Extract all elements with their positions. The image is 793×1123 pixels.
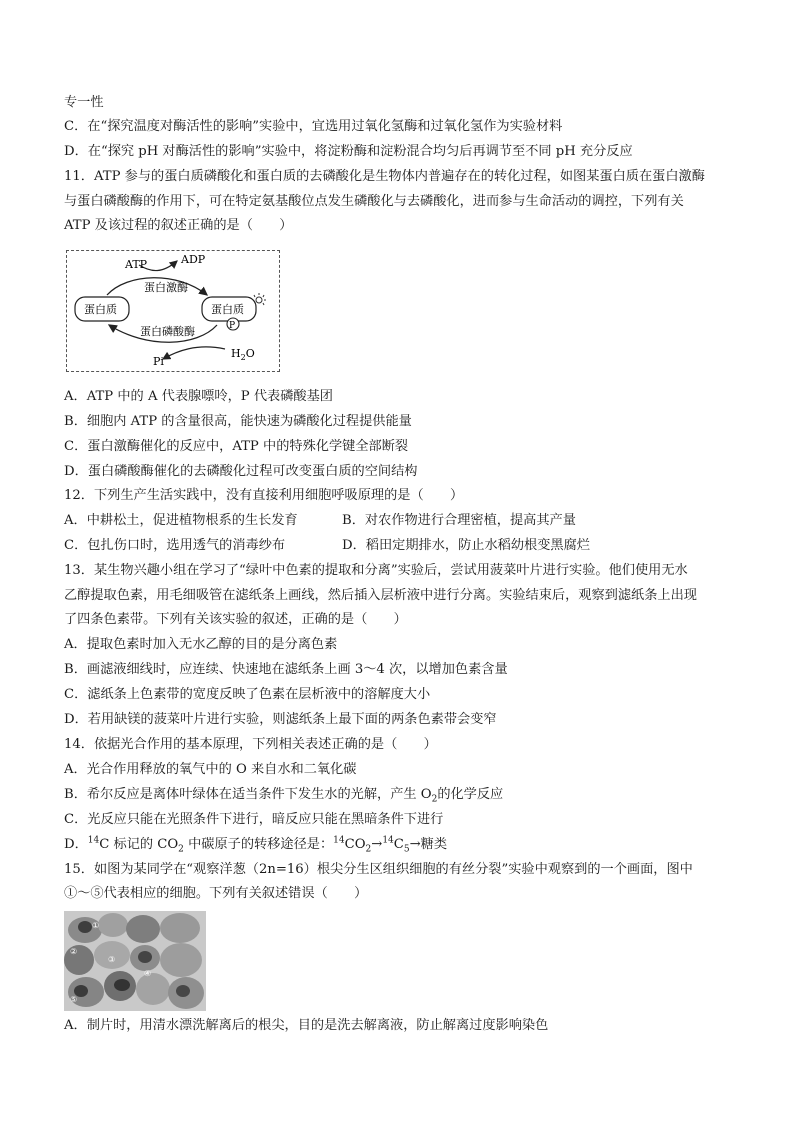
q13-option-c: C．滤纸条上色素带的宽度反映了色素在层析液中的溶解度大小 [64, 687, 431, 702]
q11-stem-line-3: ATP 及该过程的叙述正确的是（ ） [64, 218, 293, 233]
q12-stem: 12．下列生产生活实践中，没有直接利用细胞呼吸原理的是（ ） [64, 488, 464, 503]
micrograph-image [64, 911, 206, 1011]
protein-right-label: 蛋白质 [211, 303, 244, 316]
q10-option-c: C．在“探究温度对酶活性的影响”实验中，宜选用过氧化氢酶和过氧化氢作为实验材料 [64, 119, 563, 134]
protein-left-label: 蛋白质 [84, 303, 117, 316]
phosphatase-label: 蛋白磷酸酶 [140, 325, 195, 338]
q14-option-b: B．希尔反应是离体叶绿体在适当条件下发生水的光解，产生 $O_2$的化学反应 [64, 787, 504, 805]
q14-option-c: C．光反应只能在光照条件下进行，暗反应只能在黑暗条件下进行 [64, 812, 444, 827]
q13-stem-line-2: 乙醇提取色素，用毛细吸管在滤纸条上画线，然后插入层析液中进行分离。实验结束后，观察到滤纸条上出现 [64, 588, 697, 603]
h2o-pi-arrow [163, 347, 225, 359]
q15-stem-line-2: ①～⑤代表相应的细胞。下列有关叙述错误（ ） [64, 886, 368, 901]
q11-option-a: A．ATP 中的 A 代表腺嘌呤，P 代表磷酸基团 [64, 389, 333, 404]
q13-stem-line-1: 13．某生物兴趣小组在学习了“绿叶中色素的提取和分离”实验后，尝试用菠菜叶片进行实验。他们使用无水 [64, 563, 688, 578]
atp-label: ATP [125, 258, 148, 271]
q11-option-d: D．蛋白磷酸酶催化的去磷酸化过程可改变蛋白质的空间结构 [64, 464, 418, 479]
cell-label-1: ① [92, 921, 100, 930]
text-line: 专一性 [64, 95, 104, 110]
q14-stem: 14．依据光合作用的基本原理，下列相关表述正确的是（ ） [64, 737, 437, 752]
diagram-svg [67, 251, 281, 373]
q13-option-d: D．若用缺镁的菠菜叶片进行实验，则滤纸条上最下面的两条色素带会变窄 [64, 712, 497, 727]
kinase-label: 蛋白激酶 [144, 281, 188, 294]
q14-option-a: A．光合作用释放的氧气中的 O 来自水和二氧化碳 [64, 762, 357, 777]
q12-option-b: B．对农作物进行合理密植，提高其产量 [342, 513, 576, 528]
q15-stem-line-1: 15．如图为某同学在“观察洋葱（2n=16）根尖分生区组织细胞的有丝分裂”实验中观察到的一个画面，图中 [64, 862, 693, 877]
q12-option-d: D．稻田定期排水，防止水稻幼根变黑腐烂 [342, 538, 590, 553]
phosphorylation-diagram [66, 250, 280, 372]
cell-label-2: ② [70, 947, 78, 956]
q11-option-c: C．蛋白激酶催化的反应中，ATP 中的特殊化学键全部断裂 [64, 439, 409, 454]
q11-stem-line-1: 11．ATP 参与的蛋白质磷酸化和蛋白质的去磷酸化是生物体内普遍存在的转化过程，如图某蛋白质在蛋白激酶 [64, 169, 705, 184]
q12-option-c: C．包扎伤口时，选用透气的消毒纱布 [64, 538, 286, 553]
adp-label: ADP [181, 253, 206, 266]
q13-option-b: B．画滤液细线时，应连续、快速地在滤纸条上画 3～4 次，以增加色素含量 [64, 662, 508, 677]
cell-label-3: ③ [108, 955, 116, 964]
q14-option-d: D．$^{14}$C 标记的 $CO_2$ 中碳原子的转移途径是：$^{14}CO_2\to^{14}C_5\to$糖类 [64, 835, 448, 855]
q10-option-d: D．在“探究 pH 对酶活性的影响”实验中，将淀粉酶和淀粉混合均匀后再调节至不同 pH 充分反应 [64, 144, 633, 159]
phosphate-label: P [229, 321, 236, 331]
q13-option-a: A．提取色素时加入无水乙醇的目的是分离色素 [64, 637, 338, 652]
q13-stem-line-3: 了四条色素带。下列有关该实验的叙述，正确的是（ ） [64, 612, 407, 627]
cell-label-5: ⑤ [70, 995, 78, 1004]
q11-option-b: B．细胞内 ATP 的含量很高，能快速为磷酸化过程提供能量 [64, 414, 412, 429]
q12-option-a: A．中耕松土，促进植物根系的生长发育 [64, 513, 298, 528]
pi-label: Pi [153, 355, 164, 368]
q15-option-a: A．制片时，用清水漂洗解离后的根尖，目的是洗去解离液，防止解离过度影响染色 [64, 1018, 549, 1033]
h2o-label: $H_2O$ [231, 347, 255, 362]
q11-stem-line-2: 与蛋白磷酸酶的作用下，可在特定氨基酸位点发生磷酸化与去磷酸化，进而参与生命活动的调控，下列有关 [64, 194, 684, 209]
cell-label-4: ④ [144, 969, 152, 978]
